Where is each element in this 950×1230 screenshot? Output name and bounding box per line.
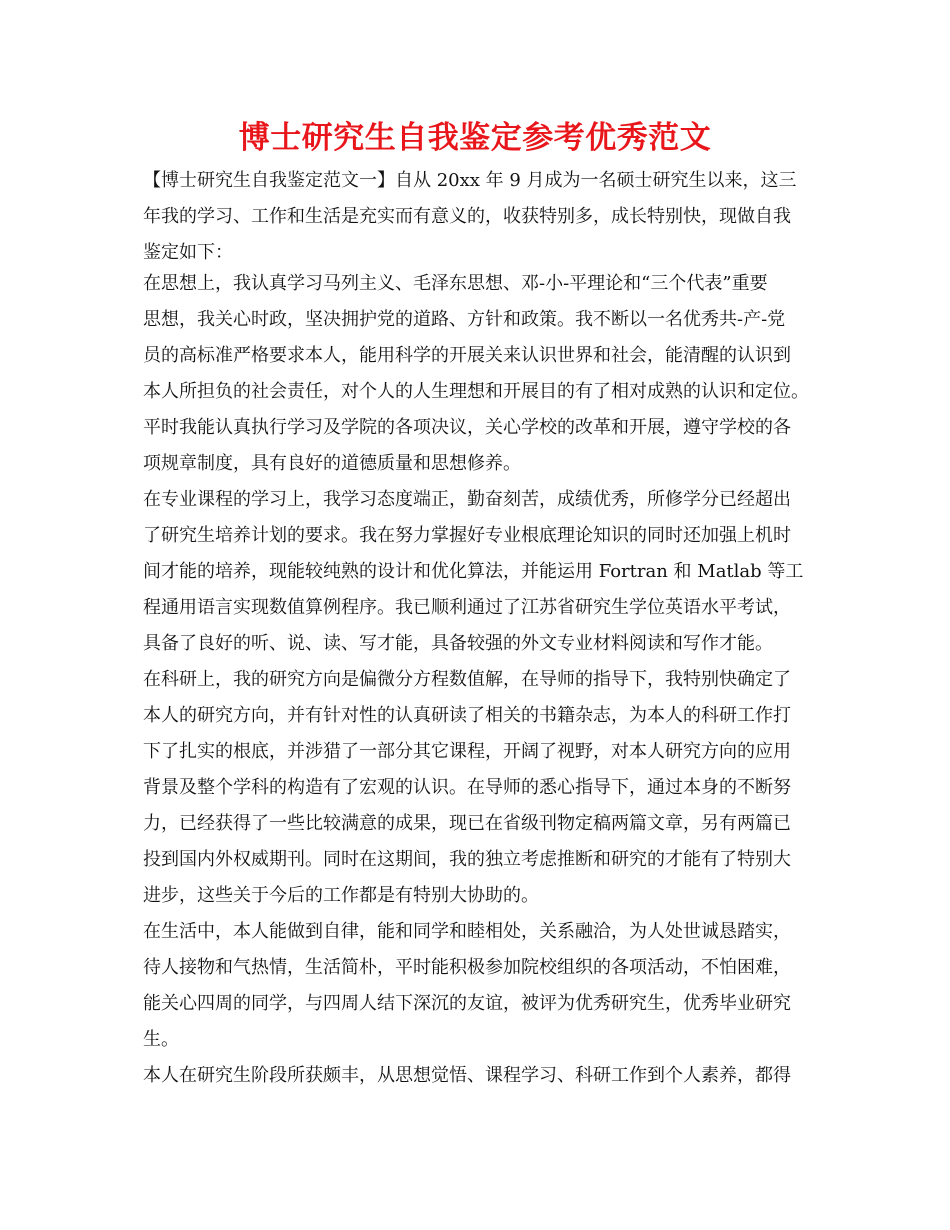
text-line: 在思想上，我认真学习马列主义、毛泽东思想、邓-小-平理论和“三个代表”重要 [143, 273, 768, 294]
text-line: 员的高标准严格要求本人，能用科学的开展关来认识世界和社会，能清醒的认识到 [143, 345, 791, 366]
text-line: 思想，我关心时政，坚决拥护党的道路、方针和政策。我不断以一名优秀共-产-党 [143, 309, 786, 330]
text-line: 背景及整个学科的构造有了宏观的认识。在导师的悉心指导下，通过本身的不断努 [143, 777, 791, 798]
text-line: 下了扎实的根底，并涉猎了一部分其它课程，开阔了视野，对本人研究方向的应用 [143, 741, 791, 762]
text-line: 待人接物和气热情，生活简朴，平时能积极参加院校组织的各项活动，不怕困难， [143, 957, 791, 978]
text-line: 项规章制度，具有良好的道德质量和思想修养。 [143, 453, 521, 474]
text-line: 投到国内外权威期刊。同时在这期间，我的独立考虑推断和研究的才能有了特别大 [143, 849, 791, 870]
text-line: 间才能的培养，现能较纯熟的设计和优化算法，并能运用 Fortran 和 Matlab 等工 [143, 561, 804, 582]
text-line: 力，已经获得了一些比较满意的成果，现已在省级刊物定稿两篇文章，另有两篇已 [143, 813, 791, 834]
document-title: 博士研究生自我鉴定参考优秀范文 [238, 120, 712, 156]
text-line: 在生活中，本人能做到自律，能和同学和睦相处，关系融洽，为人处世诚恳踏实， [143, 921, 791, 942]
text-line: 本人的研究方向，并有针对性的认真研读了相关的书籍杂志，为本人的科研工作打 [143, 705, 791, 726]
text-line: 在科研上，我的研究方向是偏微分方程数值解，在导师的指导下，我特别快确定了 [143, 669, 791, 690]
text-line: 生。 [143, 1029, 179, 1050]
text-line: 本人在研究生阶段所获颇丰，从思想觉悟、课程学习、科研工作到个人素养，都得 [143, 1065, 791, 1086]
text-line: 平时我能认真执行学习及学院的各项决议，关心学校的改革和开展，遵守学校的各 [143, 417, 791, 438]
text-line: 鉴定如下： [143, 242, 233, 263]
text-line: 了研究生培养计划的要求。我在努力掌握好专业根底理论知识的同时还加强上机时 [143, 525, 791, 546]
text-line: 本人所担负的社会责任，对个人的人生理想和开展目的有了相对成熟的认识和定位。 [143, 381, 809, 402]
text-line: 年我的学习、工作和生活是充实而有意义的，收获特别多，成长特别快，现做自我 [143, 206, 791, 227]
text-line: 【博士研究生自我鉴定范文一】自从 20xx 年 9 月成为一名硕士研究生以来，这三 [143, 170, 797, 191]
text-line: 进步，这些关于今后的工作都是有特别大协助的。 [143, 885, 539, 906]
text-line: 能关心四周的同学，与四周人结下深沉的友谊，被评为优秀研究生，优秀毕业研究 [143, 993, 791, 1014]
text-line: 在专业课程的学习上，我学习态度端正，勤奋刻苦，成绩优秀，所修学分已经超出 [143, 489, 791, 510]
text-line: 程通用语言实现数值算例程序。我已顺利通过了江苏省研究生学位英语水平考试， [143, 597, 791, 618]
text-line: 具备了良好的听、说、读、写才能，具备较强的外文专业材料阅读和写作才能。 [143, 633, 773, 654]
